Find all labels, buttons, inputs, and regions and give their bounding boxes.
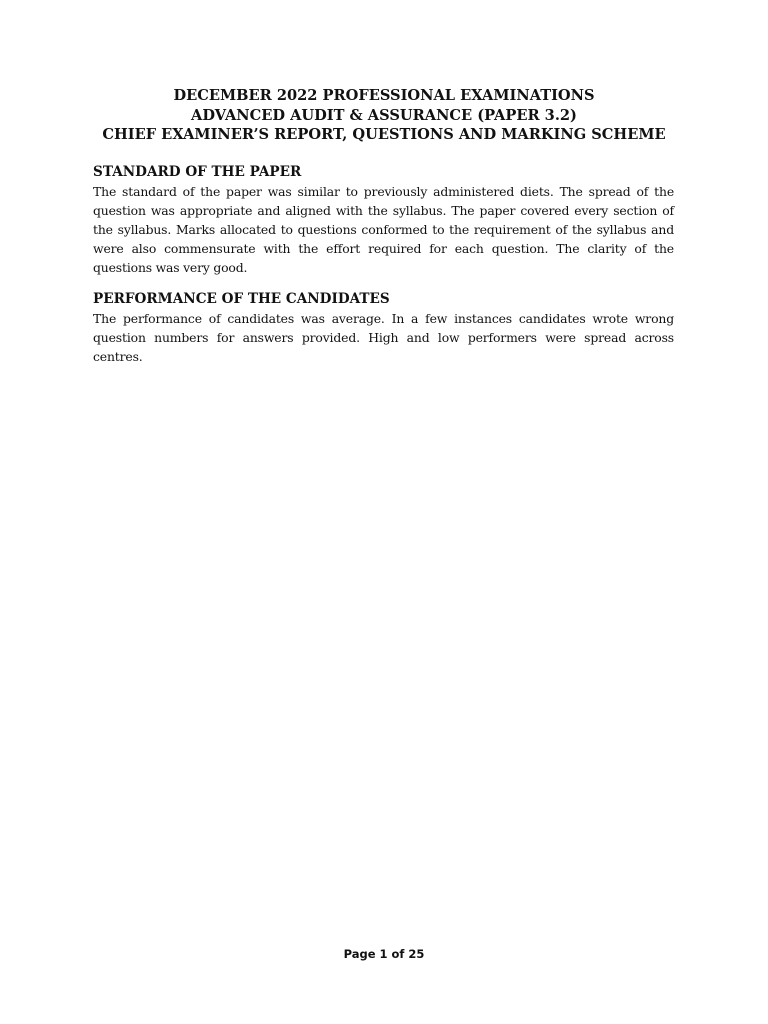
section-performance-of-candidates [93,290,674,366]
paper-title: ADVANCED AUDIT & ASSURANCE (PAPER 3.2) [191,106,577,124]
exam-session-title: DECEMBER 2022 PROFESSIONAL EXAMINATIONS [173,87,595,104]
report-title [0,86,768,145]
section-body: The performance of candidates was average. In a few instances candidates wrote wrong question numbers for answers provided. High and low performers were spread across centres. [93,311,674,364]
report-subtitle: CHIEF EXAMINER’S REPORT, QUESTIONS AND MARKING SCHEME [102,126,666,144]
section-standard-of-paper [93,163,674,277]
section-body: The standard of the paper was similar to previously administered diets. The spread of the question was appropriate and aligned with the syllabus. The paper covered every section of the syllabus. Marks allocated to questions conformed to the requirement of the syllabus and were also commensurate with the effort required for each question. The clarity of the questions was very good. [93,184,674,275]
section-heading: PERFORMANCE OF THE CANDIDATES [93,291,390,307]
section-heading: STANDARD OF THE PAPER [93,164,302,180]
page-number: Page 1 of 25 [343,947,425,961]
